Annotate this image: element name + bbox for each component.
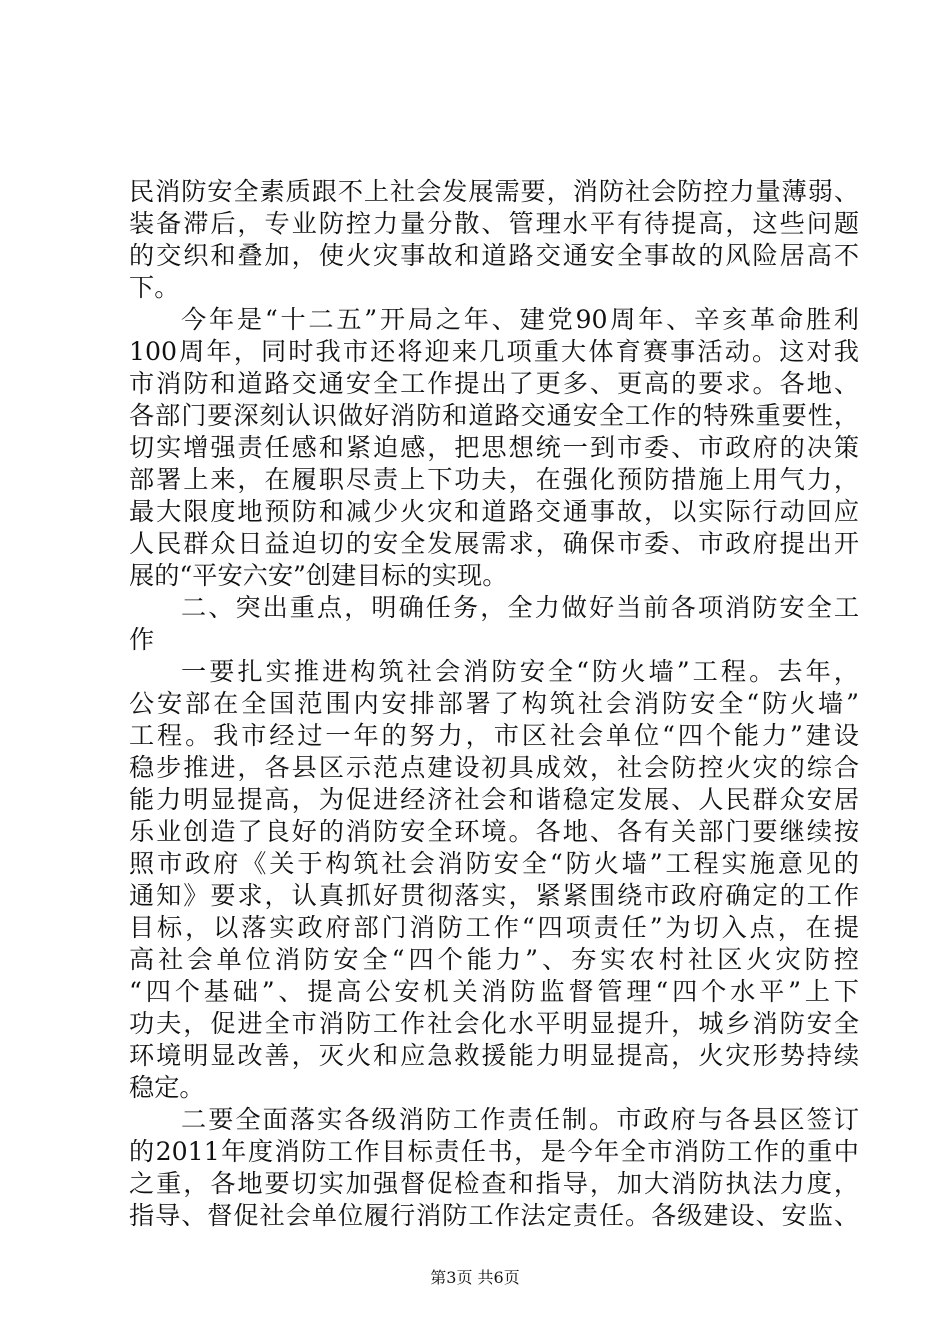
text-line: 100周年，同时我市还将迎来几项重大体育赛事活动。这对我: [129, 337, 859, 366]
text-line: 工程。我市经过一年的努力，市区社会单位“四个能力”建设: [129, 721, 859, 750]
section-heading-line: 作: [129, 625, 155, 654]
text-line: 的交织和叠加，使火灾事故和道路交通安全事故的风险居高不: [129, 241, 859, 270]
text-line: 下。: [129, 273, 180, 302]
text-line: 展的“平安六安”创建目标的实现。: [129, 561, 508, 590]
text-line: 二要全面落实各级消防工作责任制。市政府与各县区签订: [181, 1105, 859, 1134]
text-line: 之重，各地要切实加强督促检查和指导，加大消防执法力度，: [129, 1169, 859, 1198]
text-line: 一要扎实推进构筑社会消防安全“防火墙”工程。去年，: [181, 657, 859, 686]
document-body: [129, 176, 859, 1232]
section-heading-line: 二、突出重点，明确任务，全力做好当前各项消防安全工: [181, 593, 859, 622]
text-line: 高社会单位消防安全“四个能力”、夯实农村社区火灾防控: [129, 945, 859, 974]
text-line: 能力明显提高，为促进经济社会和谐稳定发展、人民群众安居: [129, 785, 859, 814]
text-line: 民消防安全素质跟不上社会发展需要，消防社会防控力量薄弱、: [129, 177, 859, 206]
text-line: 稳定。: [129, 1073, 205, 1102]
text-line: 指导、督促社会单位履行消防工作法定责任。各级建设、安监、: [129, 1201, 859, 1230]
text-line: 今年是“十二五”开局之年、建党90周年、辛亥革命胜利: [181, 305, 859, 334]
text-line: 稳步推进，各县区示范点建设初具成效，社会防控火灾的综合: [129, 753, 859, 782]
text-line: 功夫，促进全市消防工作社会化水平明显提升，城乡消防安全: [129, 1009, 859, 1038]
text-line: 公安部在全国范围内安排部署了构筑社会消防安全“防火墙”: [129, 689, 859, 718]
text-line: 照市政府《关于构筑社会消防安全“防火墙”工程实施意见的: [129, 849, 859, 878]
text-line: 最大限度地预防和减少火灾和道路交通事故，以实际行动回应: [129, 497, 859, 526]
page-number-footer: 第3页 共6页: [430, 1268, 520, 1287]
text-line: 环境明显改善，灭火和应急救援能力明显提高，火灾形势持续: [129, 1041, 859, 1070]
text-line: 的2011年度消防工作目标责任书，是今年全市消防工作的重中: [129, 1137, 859, 1166]
text-line: 人民群众日益迫切的安全发展需求，确保市委、市政府提出开: [129, 529, 859, 558]
text-line: 切实增强责任感和紧迫感，把思想统一到市委、市政府的决策: [129, 433, 859, 462]
text-line: 部署上来，在履职尽责上下功夫，在强化预防措施上用气力，: [129, 465, 859, 494]
text-line: 市消防和道路交通安全工作提出了更多、更高的要求。各地、: [129, 369, 859, 398]
text-line: 通知》要求，认真抓好贯彻落实，紧紧围绕市政府确定的工作: [129, 881, 859, 910]
text-line: 各部门要深刻认识做好消防和道路交通安全工作的特殊重要性，: [129, 401, 859, 430]
text-line: 目标，以落实政府部门消防工作“四项责任”为切入点，在提: [129, 913, 859, 942]
text-line: 装备滞后，专业防控力量分散、管理水平有待提高，这些问题: [129, 209, 859, 238]
text-line: 乐业创造了良好的消防安全环境。各地、各有关部门要继续按: [129, 817, 859, 846]
text-line: “四个基础”、提高公安机关消防监督管理“四个水平”上下: [129, 977, 859, 1006]
